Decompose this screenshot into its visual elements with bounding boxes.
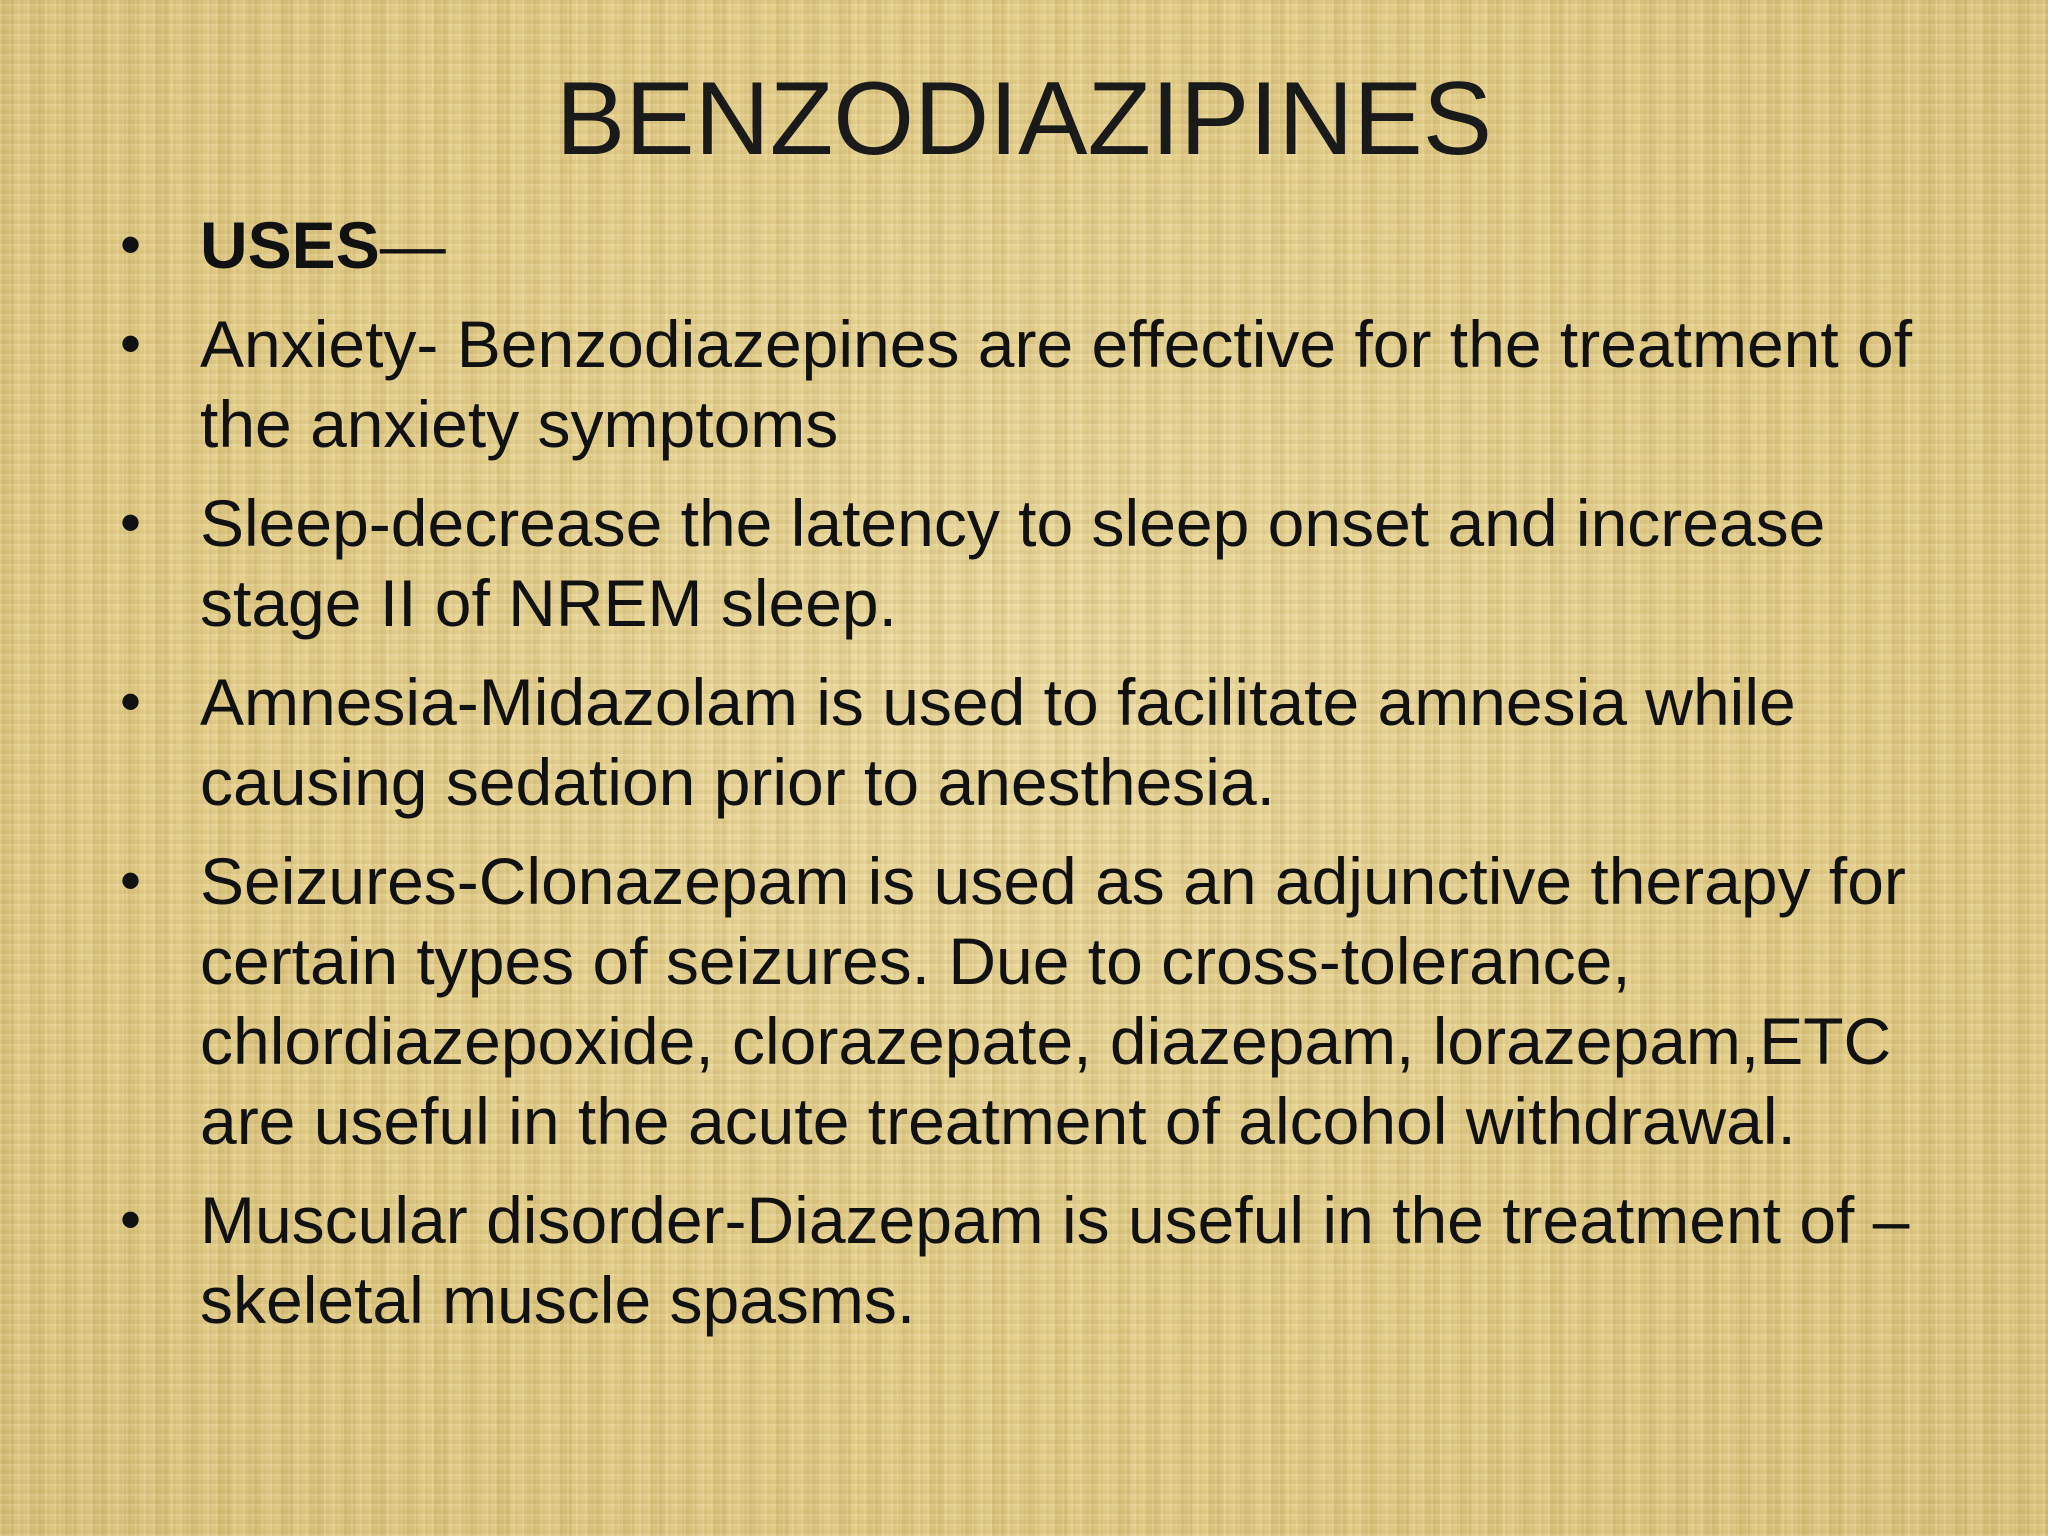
uses-heading-dash: — <box>379 208 446 282</box>
bullet-list <box>120 205 1960 1359</box>
uses-heading: USES <box>200 208 380 282</box>
bullet-item-seizures <box>120 841 1960 1161</box>
bullet-text: Seizures-Clonazepam is used as an adjunctive therapy for certain types of seizures. Due to cross-tolerance, chlordiazepoxide, clorazepate, diazepam, lorazepam,ETC are useful in the acute treatment of alcohol withdrawal. <box>200 844 1906 1158</box>
bullet-text: Muscular disorder-Diazepam is useful in the treatment of – skeletal muscle spasms. <box>200 1183 1910 1337</box>
bullet-icon: • <box>120 1186 142 1253</box>
bullet-item-uses <box>120 205 1960 285</box>
bullet-item-amnesia <box>120 662 1960 822</box>
bullet-icon: • <box>120 847 142 914</box>
bullet-text: Sleep-decrease the latency to sleep onset and increase stage II of NREM sleep. <box>200 486 1826 640</box>
bullet-icon: • <box>120 211 142 278</box>
bullet-icon: • <box>120 310 142 377</box>
bullet-text: Amnesia-Midazolam is used to facilitate amnesia while causing sedation prior to anesthesia. <box>200 665 1796 819</box>
bullet-icon: • <box>120 489 142 556</box>
bullet-item-muscular <box>120 1180 1960 1340</box>
bullet-text: Anxiety- Benzodiazepines are effective for the treatment of the anxiety symptoms <box>200 307 1913 461</box>
bullet-item-sleep <box>120 483 1960 643</box>
bullet-icon: • <box>120 668 142 735</box>
slide-title: BENZODIAZIPINES <box>555 61 1493 177</box>
bullet-item-anxiety <box>120 304 1960 464</box>
